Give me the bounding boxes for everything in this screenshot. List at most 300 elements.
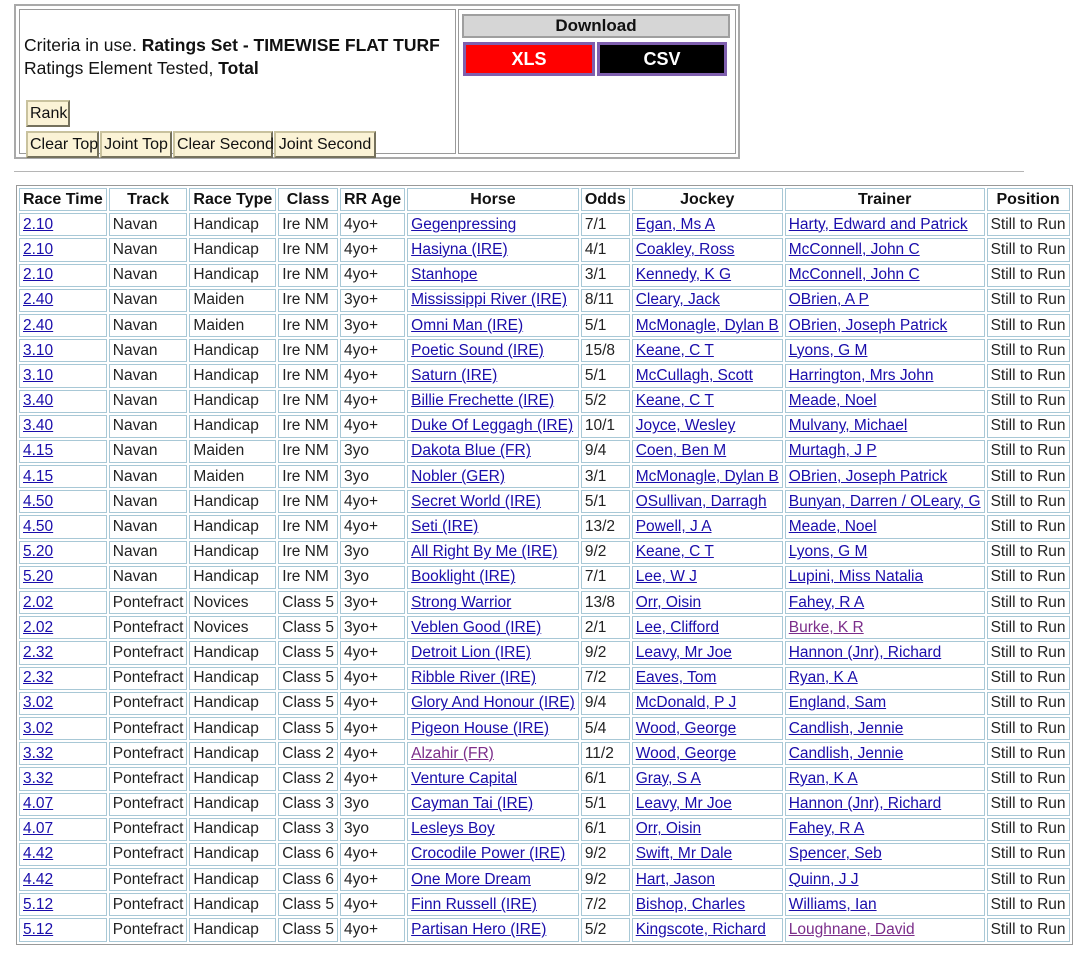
track-cell: Navan: [109, 264, 188, 287]
results-body: [19, 213, 1070, 941]
track-cell: Pontefract: [109, 667, 188, 690]
rr-age-cell: 4yo+: [340, 843, 405, 866]
clear-top-button[interactable]: Clear Top: [26, 131, 99, 158]
class-cell: Class 5: [278, 893, 338, 916]
trainer-link[interactable]: Murtagh, J P: [788, 442, 877, 460]
horse-cell: [407, 742, 579, 765]
horse-link[interactable]: Saturn (IRE): [411, 366, 498, 384]
race-time-link[interactable]: 3.10: [23, 341, 54, 359]
race-time-link[interactable]: 2.40: [23, 316, 54, 334]
race-time-link[interactable]: 5.20: [23, 568, 54, 586]
ratings-element-line: [24, 57, 259, 79]
table-row: [19, 415, 1070, 438]
jockey-link[interactable]: Lee, Clifford: [635, 618, 720, 636]
race-time-cell: [19, 868, 107, 891]
race-time-link[interactable]: 5.20: [23, 543, 54, 561]
table-row: [19, 767, 1070, 790]
class-cell: Class 5: [278, 667, 338, 690]
joint-second-button[interactable]: Joint Second: [274, 131, 376, 158]
rr-age-cell: 4yo+: [340, 515, 405, 538]
table-row: [19, 566, 1070, 589]
trainer-link[interactable]: Meade, Noel: [788, 518, 877, 536]
rr-age-cell: 4yo+: [340, 742, 405, 765]
race-time-link[interactable]: 3.32: [23, 769, 54, 787]
horse-link[interactable]: Stanhope: [411, 266, 478, 284]
rr-age-cell: 3yo+: [340, 314, 405, 337]
ratings-set-value: Ratings Set - TIMEWISE FLAT TURF: [141, 35, 440, 55]
race-time-link[interactable]: 3.02: [23, 719, 54, 737]
horse-link[interactable]: Seti (IRE): [411, 518, 479, 536]
race-time-link[interactable]: 4.07: [23, 820, 54, 838]
jockey-link[interactable]: Wood, George: [635, 719, 737, 737]
header-odds[interactable]: Odds: [581, 188, 630, 211]
race-time-cell: [19, 415, 107, 438]
header-track[interactable]: Track: [109, 188, 188, 211]
trainer-link[interactable]: Spencer, Seb: [788, 845, 882, 863]
position-cell: Still to Run: [987, 213, 1070, 236]
horse-cell: [407, 667, 579, 690]
race-time-link[interactable]: 2.10: [23, 240, 54, 258]
rr-age-cell: 3yo+: [340, 616, 405, 639]
race-time-cell: [19, 717, 107, 740]
odds-cell: 6/1: [581, 818, 630, 841]
table-row: [19, 591, 1070, 614]
rr-age-cell: 3yo+: [340, 289, 405, 312]
race-time-link[interactable]: 2.10: [23, 266, 54, 284]
trainer-cell: [785, 918, 985, 941]
position-cell: Still to Run: [987, 465, 1070, 488]
race-type-cell: Handicap: [189, 692, 276, 715]
table-row: [19, 364, 1070, 387]
race-time-link[interactable]: 2.10: [23, 215, 54, 233]
csv-download-button[interactable]: CSV: [597, 42, 727, 76]
race-type-cell: Handicap: [189, 893, 276, 916]
position-cell: Still to Run: [987, 490, 1070, 513]
race-time-link[interactable]: 4.50: [23, 518, 54, 536]
trainer-link[interactable]: OBrien, Joseph Patrick: [788, 316, 948, 334]
jockey-cell: [632, 667, 783, 690]
header-horse[interactable]: Horse: [407, 188, 579, 211]
trainer-link[interactable]: Harrington, Mrs John: [788, 366, 934, 384]
header-race-time[interactable]: Race Time: [19, 188, 107, 211]
position-cell: Still to Run: [987, 767, 1070, 790]
trainer-cell: [785, 717, 985, 740]
rr-age-cell: 3yo: [340, 793, 405, 816]
race-time-link[interactable]: 3.32: [23, 744, 54, 762]
rr-age-cell: 4yo+: [340, 490, 405, 513]
jockey-link[interactable]: McMonagle, Dylan B: [635, 467, 779, 485]
horse-link[interactable]: Finn Russell (IRE): [411, 895, 537, 913]
race-type-cell: Novices: [189, 616, 276, 639]
table-row: [19, 440, 1070, 463]
odds-cell: 7/1: [581, 566, 630, 589]
position-cell: Still to Run: [987, 364, 1070, 387]
table-row: [19, 314, 1070, 337]
horse-link[interactable]: Hasiyna (IRE): [411, 240, 508, 258]
jockey-link[interactable]: Swift, Mr Dale: [635, 845, 733, 863]
jockey-link[interactable]: Joyce, Wesley: [635, 417, 736, 435]
table-row: [19, 264, 1070, 287]
jockey-link[interactable]: Powell, J A: [635, 518, 712, 536]
horse-cell: [407, 793, 579, 816]
trainer-cell: [785, 339, 985, 362]
trainer-cell: [785, 843, 985, 866]
horse-link[interactable]: Partisan Hero (IRE): [411, 921, 547, 939]
horse-cell: [407, 238, 579, 261]
race-type-cell: Handicap: [189, 415, 276, 438]
jockey-link[interactable]: Hart, Jason: [635, 870, 715, 888]
track-cell: Navan: [109, 238, 188, 261]
race-type-cell: Handicap: [189, 213, 276, 236]
jockey-link[interactable]: Leavy, Mr Joe: [635, 643, 732, 661]
position-cell: Still to Run: [987, 515, 1070, 538]
header-trainer[interactable]: Trainer: [785, 188, 985, 211]
horse-cell: [407, 893, 579, 916]
horse-link[interactable]: Ribble River (IRE): [411, 669, 537, 687]
position-cell: Still to Run: [987, 440, 1070, 463]
odds-cell: 5/2: [581, 390, 630, 413]
odds-cell: 5/1: [581, 490, 630, 513]
jockey-link[interactable]: McDonald, P J: [635, 694, 737, 712]
jockey-link[interactable]: Keane, C T: [635, 392, 714, 410]
table-row: [19, 490, 1070, 513]
race-time-cell: [19, 541, 107, 564]
trainer-link[interactable]: Lyons, G M: [788, 341, 868, 359]
jockey-link[interactable]: Orr, Oisin: [635, 593, 702, 611]
race-type-cell: Handicap: [189, 793, 276, 816]
jockey-link[interactable]: Wood, George: [635, 744, 737, 762]
trainer-cell: [785, 490, 985, 513]
race-type-cell: Maiden: [189, 289, 276, 312]
header-race-type[interactable]: Race Type: [189, 188, 276, 211]
position-cell: Still to Run: [987, 742, 1070, 765]
trainer-link[interactable]: Ryan, K A: [788, 769, 858, 787]
race-time-link[interactable]: 3.40: [23, 417, 54, 435]
criteria-prefix: Criteria in use.: [24, 35, 142, 55]
horse-cell: [407, 566, 579, 589]
trainer-link[interactable]: Hannon (Jnr), Richard: [788, 643, 942, 661]
horse-cell: [407, 591, 579, 614]
table-row: [19, 465, 1070, 488]
horse-cell: [407, 390, 579, 413]
horse-link[interactable]: Detroit Lion (IRE): [411, 643, 531, 661]
horse-cell: [407, 440, 579, 463]
track-cell: Navan: [109, 541, 188, 564]
race-time-cell: [19, 364, 107, 387]
class-cell: Ire NM: [278, 339, 338, 362]
jockey-link[interactable]: Coen, Ben M: [635, 442, 727, 460]
trainer-link[interactable]: England, Sam: [788, 694, 887, 712]
trainer-link[interactable]: Fahey, R A: [788, 820, 865, 838]
jockey-link[interactable]: Eaves, Tom: [635, 669, 717, 687]
race-time-link[interactable]: 3.02: [23, 694, 54, 712]
jockey-link[interactable]: Lee, W J: [635, 568, 697, 586]
class-cell: Class 6: [278, 843, 338, 866]
trainer-link[interactable]: Meade, Noel: [788, 392, 877, 410]
trainer-cell: [785, 440, 985, 463]
trainer-link[interactable]: Mulvany, Michael: [788, 417, 908, 435]
trainer-link[interactable]: OBrien, A P: [788, 291, 869, 309]
race-time-link[interactable]: 4.50: [23, 492, 54, 510]
horse-link[interactable]: Billie Frechette (IRE): [411, 392, 555, 410]
race-type-cell: Handicap: [189, 238, 276, 261]
race-time-link[interactable]: 4.42: [23, 845, 54, 863]
trainer-cell: [785, 314, 985, 337]
position-cell: Still to Run: [987, 843, 1070, 866]
rr-age-cell: 4yo+: [340, 667, 405, 690]
horse-link[interactable]: Gegenpressing: [411, 215, 517, 233]
trainer-cell: [785, 893, 985, 916]
trainer-cell: [785, 465, 985, 488]
jockey-link[interactable]: OSullivan, Darragh: [635, 492, 767, 510]
trainer-link[interactable]: McConnell, John C: [788, 240, 920, 258]
jockey-link[interactable]: Cleary, Jack: [635, 291, 720, 309]
jockey-cell: [632, 566, 783, 589]
position-cell: Still to Run: [987, 541, 1070, 564]
horse-link[interactable]: Secret World (IRE): [411, 492, 541, 510]
class-cell: Ire NM: [278, 415, 338, 438]
trainer-cell: [785, 591, 985, 614]
position-cell: Still to Run: [987, 289, 1070, 312]
jockey-cell: [632, 440, 783, 463]
horse-link[interactable]: Crocodile Power (IRE): [411, 845, 566, 863]
trainer-link[interactable]: Candlish, Jennie: [788, 719, 904, 737]
race-time-link[interactable]: 4.15: [23, 467, 54, 485]
jockey-link[interactable]: Gray, S A: [635, 769, 701, 787]
jockey-link[interactable]: McCullagh, Scott: [635, 366, 753, 384]
rr-age-cell: 3yo: [340, 566, 405, 589]
race-time-cell: [19, 314, 107, 337]
rr-age-cell: 4yo+: [340, 390, 405, 413]
position-cell: Still to Run: [987, 667, 1070, 690]
class-cell: Ire NM: [278, 490, 338, 513]
table-row: [19, 541, 1070, 564]
odds-cell: 9/4: [581, 692, 630, 715]
criteria-line: [24, 34, 440, 56]
class-cell: Ire NM: [278, 515, 338, 538]
class-cell: Class 5: [278, 641, 338, 664]
horse-link[interactable]: Venture Capital: [411, 769, 518, 787]
table-row: [19, 667, 1070, 690]
track-cell: Navan: [109, 364, 188, 387]
race-time-cell: [19, 566, 107, 589]
odds-cell: 9/4: [581, 440, 630, 463]
trainer-cell: [785, 667, 985, 690]
header-jockey[interactable]: Jockey: [632, 188, 783, 211]
trainer-link[interactable]: Bunyan, Darren / OLeary, G: [788, 492, 981, 510]
track-cell: Navan: [109, 465, 188, 488]
jockey-cell: [632, 742, 783, 765]
trainer-link[interactable]: Quinn, J J: [788, 870, 859, 888]
trainer-link[interactable]: Harty, Edward and Patrick: [788, 215, 968, 233]
position-cell: Still to Run: [987, 314, 1070, 337]
class-cell: Class 3: [278, 793, 338, 816]
odds-cell: 13/2: [581, 515, 630, 538]
horse-link[interactable]: Mississippi River (IRE): [411, 291, 568, 309]
jockey-link[interactable]: Kennedy, K G: [635, 266, 732, 284]
horse-link[interactable]: Veblen Good (IRE): [411, 618, 542, 636]
rr-age-cell: 3yo: [340, 818, 405, 841]
jockey-link[interactable]: Coakley, Ross: [635, 240, 735, 258]
jockey-cell: [632, 465, 783, 488]
track-cell: Pontefract: [109, 843, 188, 866]
race-time-link[interactable]: 2.32: [23, 669, 54, 687]
horse-link[interactable]: Nobler (GER): [411, 467, 506, 485]
race-time-link[interactable]: 5.12: [23, 895, 54, 913]
race-time-link[interactable]: 2.40: [23, 291, 54, 309]
position-cell: Still to Run: [987, 390, 1070, 413]
track-cell: Navan: [109, 314, 188, 337]
race-time-cell: [19, 289, 107, 312]
trainer-cell: [785, 289, 985, 312]
class-cell: Ire NM: [278, 238, 338, 261]
header-rr-age[interactable]: RR Age: [340, 188, 405, 211]
jockey-link[interactable]: Keane, C T: [635, 543, 714, 561]
track-cell: Pontefract: [109, 918, 188, 941]
jockey-cell: [632, 390, 783, 413]
trainer-link[interactable]: Hannon (Jnr), Richard: [788, 795, 942, 813]
jockey-cell: [632, 314, 783, 337]
rr-age-cell: 4yo+: [340, 868, 405, 891]
horse-link[interactable]: Dakota Blue (FR): [411, 442, 531, 460]
table-row: [19, 717, 1070, 740]
jockey-cell: [632, 692, 783, 715]
jockey-link[interactable]: Egan, Ms A: [635, 215, 715, 233]
horse-link[interactable]: Pigeon House (IRE): [411, 719, 549, 737]
odds-cell: 7/2: [581, 893, 630, 916]
jockey-link[interactable]: Kingscote, Richard: [635, 921, 766, 939]
trainer-link[interactable]: McConnell, John C: [788, 266, 920, 284]
horse-link[interactable]: Alzahir (FR): [411, 744, 494, 762]
horse-link[interactable]: Glory And Honour (IRE): [411, 694, 575, 712]
jockey-link[interactable]: Bishop, Charles: [635, 895, 746, 913]
horse-link[interactable]: Poetic Sound (IRE): [411, 341, 544, 359]
race-time-link[interactable]: 2.02: [23, 618, 54, 636]
odds-cell: 9/2: [581, 641, 630, 664]
track-cell: Navan: [109, 390, 188, 413]
race-time-link[interactable]: 2.32: [23, 643, 54, 661]
race-type-cell: Maiden: [189, 465, 276, 488]
race-type-cell: Handicap: [189, 264, 276, 287]
jockey-cell: [632, 717, 783, 740]
horse-cell: [407, 490, 579, 513]
horse-link[interactable]: One More Dream: [411, 870, 531, 888]
header-class[interactable]: Class: [278, 188, 338, 211]
horse-cell: [407, 868, 579, 891]
horse-link[interactable]: Omni Man (IRE): [411, 316, 524, 334]
class-cell: Ire NM: [278, 390, 338, 413]
horse-link[interactable]: Booklight (IRE): [411, 568, 516, 586]
jockey-cell: [632, 616, 783, 639]
race-type-cell: Handicap: [189, 541, 276, 564]
trainer-link[interactable]: Lyons, G M: [788, 543, 868, 561]
trainer-cell: [785, 213, 985, 236]
trainer-cell: [785, 415, 985, 438]
joint-top-button[interactable]: Joint Top: [100, 131, 172, 158]
table-row: [19, 893, 1070, 916]
odds-cell: 6/1: [581, 767, 630, 790]
race-time-cell: [19, 515, 107, 538]
jockey-cell: [632, 591, 783, 614]
horse-link[interactable]: Strong Warrior: [411, 593, 512, 611]
trainer-link[interactable]: Fahey, R A: [788, 593, 865, 611]
trainer-link[interactable]: Ryan, K A: [788, 669, 858, 687]
race-time-link[interactable]: 4.07: [23, 795, 54, 813]
trainer-link[interactable]: Burke, K R: [788, 618, 864, 636]
odds-cell: 10/1: [581, 415, 630, 438]
race-type-cell: Handicap: [189, 339, 276, 362]
xls-download-button[interactable]: XLS: [463, 42, 595, 76]
race-time-link[interactable]: 4.42: [23, 870, 54, 888]
trainer-cell: [785, 616, 985, 639]
position-cell: Still to Run: [987, 918, 1070, 941]
jockey-cell: [632, 641, 783, 664]
class-cell: Ire NM: [278, 289, 338, 312]
position-cell: Still to Run: [987, 591, 1070, 614]
race-time-link[interactable]: 2.02: [23, 593, 54, 611]
jockey-link[interactable]: Orr, Oisin: [635, 820, 702, 838]
horse-cell: [407, 717, 579, 740]
header-position[interactable]: Position: [987, 188, 1070, 211]
table-row: [19, 390, 1070, 413]
horse-cell: [407, 213, 579, 236]
race-time-link[interactable]: 5.12: [23, 921, 54, 939]
race-time-cell: [19, 616, 107, 639]
trainer-link[interactable]: OBrien, Joseph Patrick: [788, 467, 948, 485]
track-cell: Pontefract: [109, 742, 188, 765]
position-cell: Still to Run: [987, 238, 1070, 261]
horse-link[interactable]: Cayman Tai (IRE): [411, 795, 534, 813]
trainer-cell: [785, 641, 985, 664]
horse-link[interactable]: Duke Of Leggagh (IRE): [411, 417, 574, 435]
jockey-link[interactable]: Keane, C T: [635, 341, 714, 359]
rank-button[interactable]: Rank: [26, 100, 70, 127]
odds-cell: 5/4: [581, 717, 630, 740]
track-cell: Pontefract: [109, 616, 188, 639]
race-time-link[interactable]: 3.40: [23, 392, 54, 410]
horse-cell: [407, 264, 579, 287]
horse-cell: [407, 918, 579, 941]
table-row: [19, 238, 1070, 261]
race-time-link[interactable]: 4.15: [23, 442, 54, 460]
track-cell: Navan: [109, 515, 188, 538]
jockey-cell: [632, 843, 783, 866]
trainer-link[interactable]: Williams, Ian: [788, 895, 877, 913]
trainer-cell: [785, 515, 985, 538]
odds-cell: 5/2: [581, 918, 630, 941]
odds-cell: 13/8: [581, 591, 630, 614]
trainer-link[interactable]: Lupini, Miss Natalia: [788, 568, 924, 586]
jockey-link[interactable]: Leavy, Mr Joe: [635, 795, 732, 813]
trainer-link[interactable]: Candlish, Jennie: [788, 744, 904, 762]
horse-cell: [407, 289, 579, 312]
race-type-cell: Handicap: [189, 490, 276, 513]
rr-age-cell: 4yo+: [340, 717, 405, 740]
class-cell: Ire NM: [278, 264, 338, 287]
race-time-link[interactable]: 3.10: [23, 366, 54, 384]
race-time-cell: [19, 818, 107, 841]
track-cell: Pontefract: [109, 793, 188, 816]
divider: [14, 171, 1024, 172]
trainer-link[interactable]: Loughnane, David: [788, 921, 915, 939]
position-cell: Still to Run: [987, 415, 1070, 438]
class-cell: Ire NM: [278, 440, 338, 463]
horse-link[interactable]: Lesleys Boy: [411, 820, 495, 838]
horse-link[interactable]: All Right By Me (IRE): [411, 543, 558, 561]
download-header: Download: [462, 14, 730, 38]
clear-second-button[interactable]: Clear Second: [173, 131, 273, 158]
jockey-link[interactable]: McMonagle, Dylan B: [635, 316, 779, 334]
